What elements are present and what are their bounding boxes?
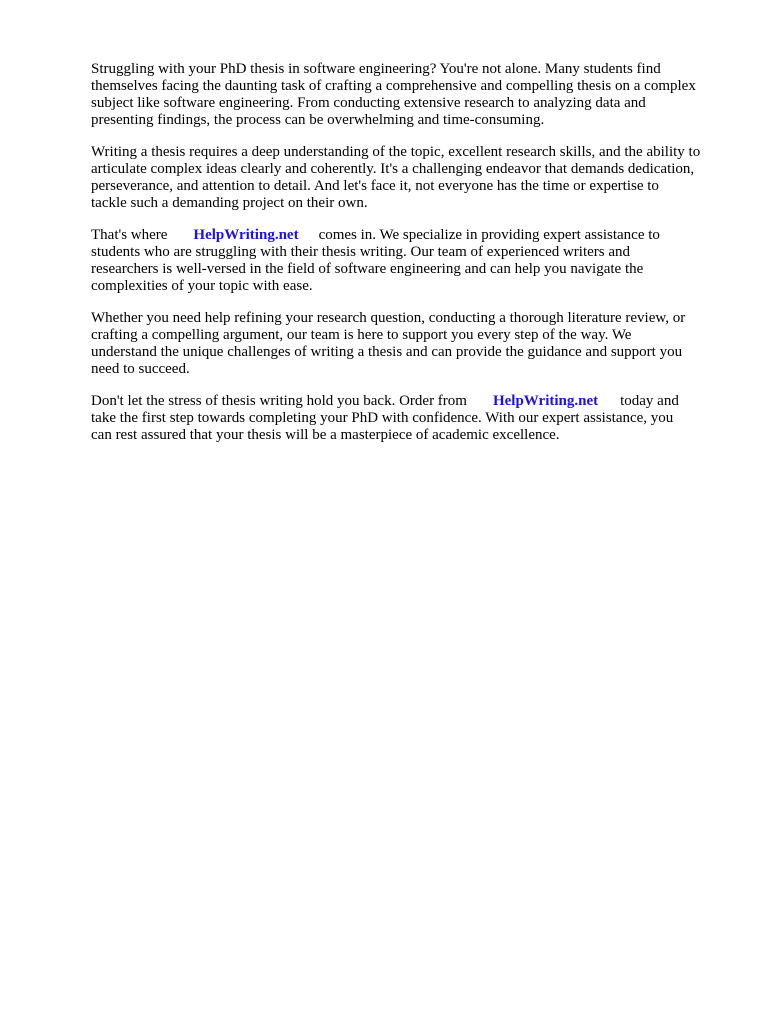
paragraph-requirements — [91, 144, 731, 212]
text-line: Don't let the stress of thesis writing hold you back. Order from — [91, 393, 467, 409]
text-line: perseverance, and attention to detail. And let's face it, not everyone has the time or expertise to — [91, 178, 659, 194]
text-line: presenting findings, the process can be overwhelming and time-consuming. — [91, 112, 545, 128]
paragraph-call-to-action — [91, 393, 731, 444]
text-line: tackle such a demanding project on their own. — [91, 195, 368, 211]
text-line: subject like software engineering. From conducting extensive research to analyzing data and — [91, 95, 646, 111]
text-line: Writing a thesis requires a deep understanding of the topic, excellent research skills, and the ability to — [91, 144, 701, 160]
text-line: need to succeed. — [91, 361, 190, 377]
text-line: today and — [620, 393, 679, 409]
document-page — [91, 61, 731, 459]
helpwriting-link[interactable]: HelpWriting.net — [193, 227, 299, 243]
text-line: articulate complex ideas clearly and coherently. It's a challenging endeavor that demands dedication, — [91, 161, 695, 177]
text-line: comes in. We specialize in providing expert assistance to — [318, 227, 660, 243]
paragraph-service — [91, 227, 731, 295]
helpwriting-link[interactable]: HelpWriting.net — [492, 393, 599, 409]
text-line: crafting a compelling argument, our team is here to support you every step of the way. We — [91, 327, 632, 343]
text-line: students who are struggling with their thesis writing. Our team of experienced writers and — [91, 244, 631, 260]
text-line: That's where — [91, 227, 168, 243]
text-line: complexities of your topic with ease. — [91, 278, 313, 294]
paragraph-support — [91, 310, 731, 378]
text-line: themselves facing the daunting task of crafting a comprehensive and compelling thesis on a complex — [91, 78, 696, 94]
text-line: understand the unique challenges of writing a thesis and can provide the guidance and support you — [91, 344, 683, 360]
paragraph-intro — [91, 61, 731, 129]
text-line: Struggling with your PhD thesis in software engineering? You're not alone. Many students find — [91, 61, 661, 77]
text-line: take the first step towards completing your PhD with confidence. With our expert assistance, you — [91, 410, 674, 426]
text-line: researchers is well-versed in the field of software engineering and can help you navigate the — [91, 261, 644, 277]
text-line: Whether you need help refining your research question, conducting a thorough literature review, or — [91, 310, 686, 326]
text-line: can rest assured that your thesis will be a masterpiece of academic excellence. — [91, 427, 560, 443]
